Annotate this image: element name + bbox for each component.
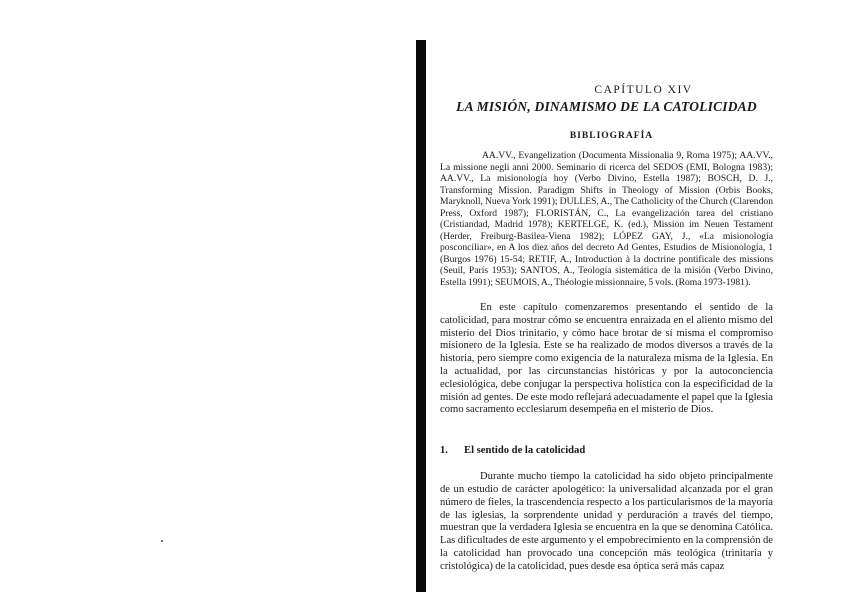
bibliography-text: AA.VV., Evangelization (Documenta Missionalia 9, Roma 1975); AA.VV., La missione negli anni 2000. Seminario di ricerca del SEDOS (EMI, Bologna 1983); AA.VV., La misionología hoy (Verbo Divino, Estella 1987); BOSCH, D. J., Transforming Mission. Paradigm Shifts in Theology of Mission (Orbis Books, Maryknoll, Nueva York 1991); DULLES, A., The Catholicity of the Church (Clarendon Press, Oxford 1987); FLORISTÁN, C., La evangelización tarea del cristiano (Cristiandad, Madrid 1978); KERTELGE, K. (ed.), Mission im Neuen Testament (Herder, Freiburg-Basilea-Viena 1982); LÓPEZ GAY, J., «La misionología posconciliar», en A los diez años del decreto Ad Gentes, Estudios de Misionología, 1 (Burgos 1976) 15-54; RETIF, A., Introduction à la doctrine pontificale des missions (Seuil, París 1953); SANTOS, A., Teología sistemática de la misión (Verbo Divino, Estella 1991); SEUMOIS, A., Théologie missionnaire, 5 vols. (Roma 1973-1981). (440, 150, 773, 288)
section-number: 1. (440, 445, 448, 457)
intro-paragraph: En este capítulo comenzaremos presentando el sentido de la catolicidad, para mostrar cómo se encuentra enraizada en el aliento mismo del misterio del Dios trinitario, y cómo hace brotar de sí misma el compromiso misionero de la Iglesia. Este se ha realizado de modos diversos a través de la historia, pero siempre como exigencia de la naturaleza misma de la Iglesia. En la actualidad, por las circunstancias históricas y por la autoconciencia eclesiológica, debe conjugar la perspectiva holística con la especificidad de la misión ad gentes. De este modo reflejará adecuadamente el papel que la Iglesia como sacramento ecclesiarum desempeña en el misterio de Dios. (440, 302, 773, 416)
section-heading (440, 445, 773, 456)
page-binding-shadow (416, 40, 426, 592)
chapter-label: CAPÍTULO XIV (594, 84, 693, 96)
chapter-title: LA MISIÓN, DINAMISMO DE LA CATOLICIDAD (456, 99, 757, 114)
book-page (440, 84, 773, 574)
section-paragraph: Durante mucho tiempo la catolicidad ha sido objeto principalmente de un estudio de carácter apologético: la universalidad alcanzada por el gran número de fieles, la trascendencia respecto a los particularismos de la mayoría de las iglesias, la sorprendente unidad y perduración a través del tiempo, muestran que la verdadera Iglesia se encuentra en la que se denomina Católica. Las dificultades de este argumento y el empobrecimiento en la comprensión de la catolicidad han provocado una concepción más teológica (trinitaria y cristológica) de la catolicidad, pues desde esa óptica será más capaz (440, 471, 773, 572)
scan-speck (161, 540, 163, 542)
section-title: El sentido de la catolicidad (464, 445, 586, 457)
bibliography-heading: BIBLIOGRAFÍA (569, 131, 654, 141)
